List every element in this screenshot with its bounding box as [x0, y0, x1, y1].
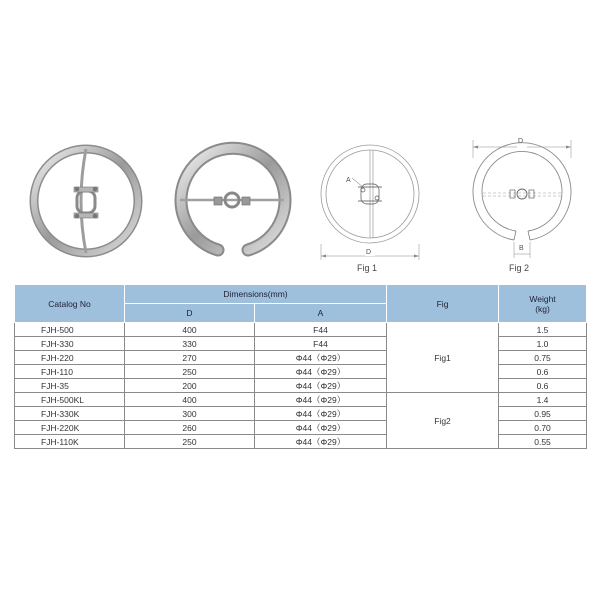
cell-a: Φ44（Φ29） — [255, 435, 387, 449]
fig1-caption: Fig 1 — [357, 263, 378, 273]
header-weight-label: Weight — [529, 293, 556, 304]
cell-catalog: FJH-220K — [15, 421, 125, 435]
cell-catalog: FJH-330K — [15, 407, 125, 421]
header-fig: Fig — [387, 285, 499, 323]
cell-a: Φ44（Φ29） — [255, 393, 387, 407]
cell-a: Φ44（Φ29） — [255, 365, 387, 379]
cell-d: 200 — [125, 379, 255, 393]
cell-weight: 1.4 — [499, 393, 587, 407]
table-row — [15, 407, 587, 421]
cell-catalog: FJH-110 — [15, 365, 125, 379]
table-row — [15, 365, 587, 379]
full-ring-photo — [28, 135, 144, 265]
spec-table — [14, 284, 587, 449]
table-row — [15, 435, 587, 449]
cell-d: 400 — [125, 393, 255, 407]
cell-a: Φ44（Φ29） — [255, 379, 387, 393]
cell-a: Φ44（Φ29） — [255, 407, 387, 421]
fig2-drawing — [462, 138, 582, 262]
cell-weight: 0.6 — [499, 365, 587, 379]
cell-d: 250 — [125, 435, 255, 449]
fig2-label-b: B — [519, 245, 524, 252]
table-row — [15, 337, 587, 351]
header-a: A — [255, 304, 387, 323]
table-row — [15, 421, 587, 435]
cell-weight: 1.0 — [499, 337, 587, 351]
fig1-label-a: A — [346, 177, 351, 184]
cell-fig-group-2: Fig2 — [387, 393, 499, 449]
table-row — [15, 379, 587, 393]
cell-weight: 1.5 — [499, 323, 587, 337]
cell-a: F44 — [255, 323, 387, 337]
cell-a: Φ44（Φ29） — [255, 351, 387, 365]
cell-catalog: FJH-35 — [15, 379, 125, 393]
header-dimensions: Dimensions(mm) — [125, 285, 387, 304]
cell-weight: 0.6 — [499, 379, 587, 393]
cell-fig-group-1: Fig1 — [387, 323, 499, 393]
open-ring-photo — [170, 140, 292, 260]
cell-d: 250 — [125, 365, 255, 379]
cell-a: Φ44（Φ29） — [255, 421, 387, 435]
cell-a: F44 — [255, 337, 387, 351]
header-weight-unit: (kg) — [535, 303, 550, 314]
cell-catalog: FJH-330 — [15, 337, 125, 351]
cell-catalog: FJH-220 — [15, 351, 125, 365]
header-catalog: Catalog No — [15, 285, 125, 323]
cell-d: 330 — [125, 337, 255, 351]
fig1-drawing — [312, 140, 430, 262]
table-row — [15, 323, 587, 337]
cell-catalog: FJH-500KL — [15, 393, 125, 407]
cell-weight: 0.95 — [499, 407, 587, 421]
cell-d: 400 — [125, 323, 255, 337]
fig2-caption: Fig 2 — [509, 263, 530, 273]
cell-d: 300 — [125, 407, 255, 421]
header-d: D — [125, 304, 255, 323]
fig2-label-d: D — [518, 138, 524, 145]
cell-weight: 0.75 — [499, 351, 587, 365]
table-row — [15, 351, 587, 365]
cell-weight: 0.70 — [499, 421, 587, 435]
cell-catalog: FJH-500 — [15, 323, 125, 337]
cell-d: 260 — [125, 421, 255, 435]
fig1-label-d: D — [366, 249, 372, 256]
cell-catalog: FJH-110K — [15, 435, 125, 449]
header-weight — [499, 285, 587, 323]
figure-strip — [0, 130, 600, 280]
table-row — [15, 393, 587, 407]
cell-d: 270 — [125, 351, 255, 365]
cell-weight: 0.55 — [499, 435, 587, 449]
